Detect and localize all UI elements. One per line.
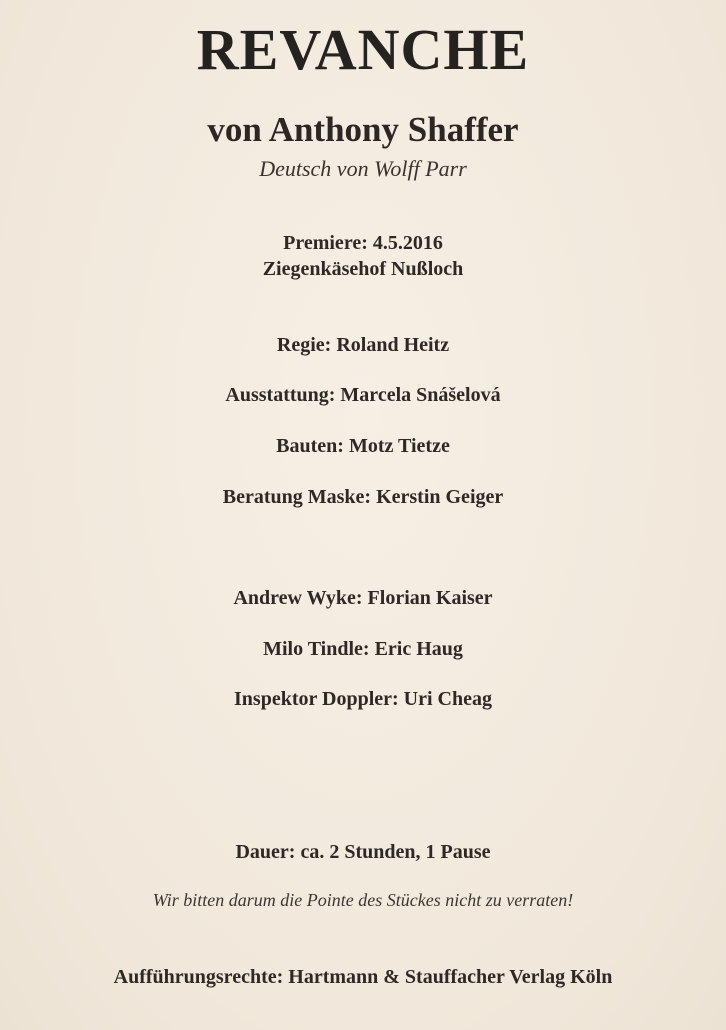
play-title: REVANCHE bbox=[196, 17, 530, 82]
cast-andrew-wyke: Andrew Wyke: Florian Kaiser bbox=[233, 587, 493, 609]
crew-construction: Bauten: Motz Tietze bbox=[276, 435, 450, 457]
author-line: von Anthony Shaffer bbox=[207, 110, 519, 149]
cast-inspektor-doppler: Inspektor Doppler: Uri Cheag bbox=[234, 688, 492, 710]
spoiler-note: Wir bitten darum die Pointe des Stückes nicht zu verraten! bbox=[152, 890, 574, 910]
premiere-date: Premiere: 4.5.2016 bbox=[283, 232, 443, 254]
crew-design: Ausstattung: Marcela Snášelová bbox=[225, 384, 501, 406]
rights-line: Aufführungsrechte: Hartmann & Stauffacher Verlag Köln bbox=[113, 966, 613, 988]
crew-director: Regie: Roland Heitz bbox=[276, 334, 450, 356]
premiere-venue: Ziegenkäsehof Nußloch bbox=[262, 258, 464, 280]
duration-line: Dauer: ca. 2 Stunden, 1 Pause bbox=[235, 841, 491, 863]
cast-milo-tindle: Milo Tindle: Eric Haug bbox=[263, 638, 463, 660]
translator-line: Deutsch von Wolff Parr bbox=[259, 156, 467, 181]
crew-makeup: Beratung Maske: Kerstin Geiger bbox=[222, 486, 504, 508]
